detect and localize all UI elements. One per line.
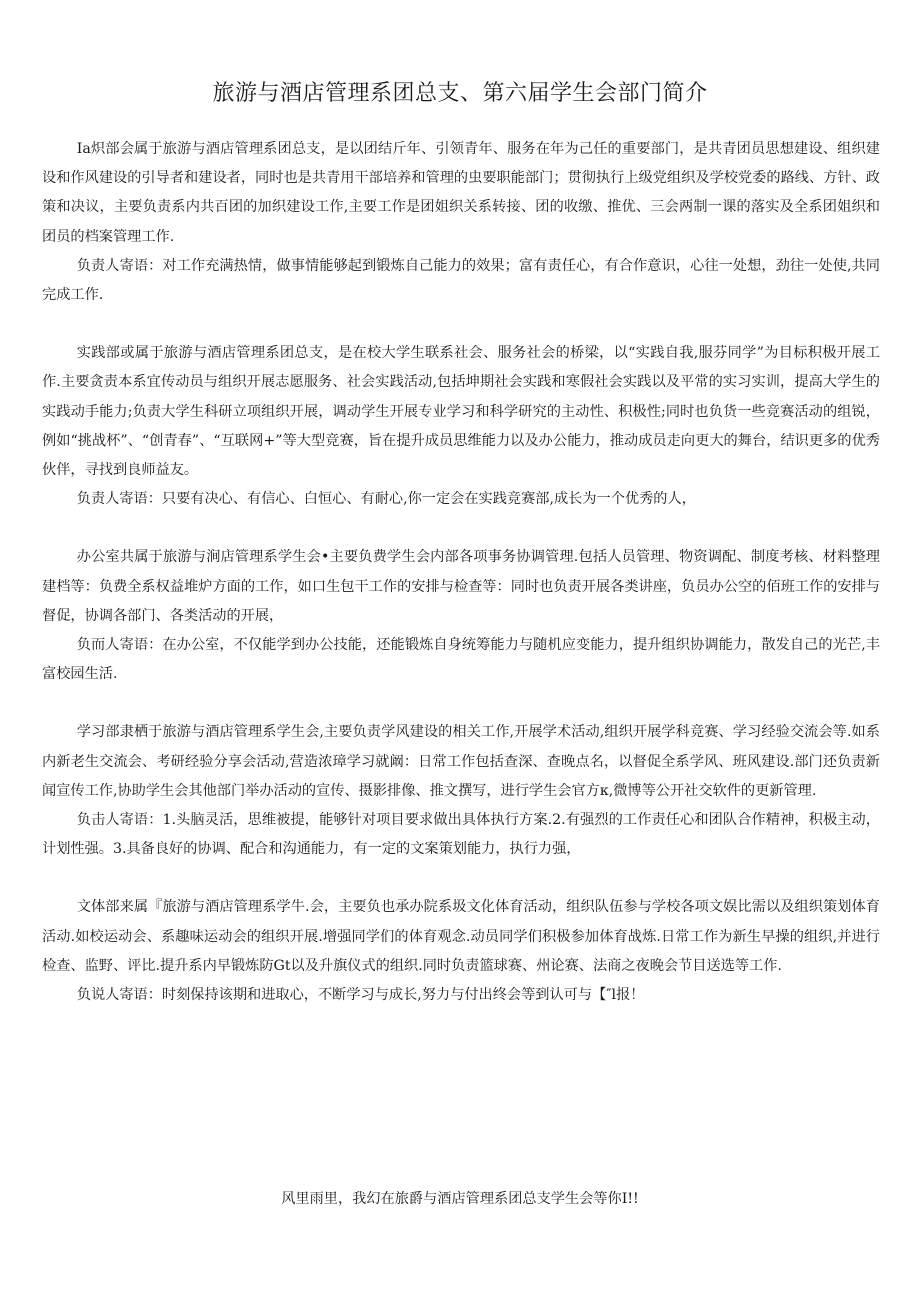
section-practice xyxy=(42,339,880,514)
section-divider xyxy=(42,689,880,718)
closing-line: 风里雨里，我幻在旅爵与酒店管理系团总支学生会等你I!! xyxy=(281,1191,639,1207)
section-intro: Ia炽部会属于旅游与酒店管理系团总支，是以团结斤年、引领青年、服务在年为己任的重要部门，是共青团员思想建设、组织建设和作风建设的引导者和建设者，同时也是共青用干部培养和管理的虫要职能部门；贯彻执行上级党组织及学校党委的路线、方针、政策和决议，主要负责系内共百团的加织建设工作,主要工作是团姐织关系转接、团的收缴、推优、三会两制一课的落实及全系团姐织和团员的档案管理工作. xyxy=(42,141,880,245)
section-intro: 文体部来属『旅游与酒店管理系学牛.会，主要负也承办院系圾文化体育活动，组织队伍参与学校各项文娱比需以及组织策划体育活动.如校运动会、系趣味运动会的组织开展.增强同学们的体育观念.动员同学们积极参加体育战炼.日常工作为新生早操的组织,并进行检查、监野、评比.提升系内早锻炼防Gt以及升旗仪式的组织.同时负责篮球赛、州论赛、法商之夜晚会节目送选等工作. xyxy=(42,899,880,974)
section-message: 负责人寄语：对工作充满热情，做事情能够起到锻炼自己能力的效果；富有责任心，有合作意识，心往一处想，劲往一处使,共同完成工作. xyxy=(42,257,880,304)
section-message: 负而人寄语：在办公室，不仅能学到办公技能，还能锻炼自身统筹能力与随机应变能力，提升组织协调能力，散发自己的光芒,丰富校园生活. xyxy=(42,637,880,683)
section-intro: 学习部隶栖于旅游与酒店管理系学生会,主要负责学风建设的相关工作,开展学术活动,组织开展学科竞赛、学习经验交流会等.如系内新老生交流会、考研经验分享会活动,营造浓璋学习就阚：日常工作包括查深、查晚点名，以督促全系学风、班风建设.部门还负责新闻宣传工作,协助学生会其他部门举办活动的宣传、摄影排像、推文撰写，进行学生会官方κ,微博等公开社交软件的更新管理. xyxy=(42,724,880,799)
section-divider xyxy=(42,310,880,339)
section-message: 负击人寄语：1.头脑灵活，思维被提，能够针对项目要求做出具体执行方案.2.有强烈的工作责任心和团队合作精神，积极主动，计划性强。3.具备良好的协调、配合和沟通能力，有一定的文案策划能力，执行力强， xyxy=(42,812,880,858)
section-divider xyxy=(42,864,880,893)
document-title: 旅游与酒店管理系团总支、第六届学生会部门简介 xyxy=(212,81,708,106)
section-office xyxy=(42,543,880,689)
section-message: 负责人寄语：只要有决心、有信心、白恒心、有耐心,你一定会在实践竞赛部,成长为一个优秀的人， xyxy=(76,491,696,508)
section-message: 负说人寄语：时刻保持该期和进取心，不断学习与成长,努力与付出终会等到认可与【″l报！ xyxy=(76,987,645,1004)
section-study xyxy=(42,718,880,864)
document-body xyxy=(42,135,880,1010)
section-sports-culture xyxy=(42,893,880,1010)
section-intro: 实践部或属于旅游与酒店管理系团总支，是在校大学生联系社会、服务社会的桥梁，以“实践自我,服芬同学”为目标积极开展工作.主要贪责本系宜传动员与组织开展志愿服务、社会实践活动,包括坤期社会实践和寒假社会实践以及平常的实习实训，提高大学生的实践动手能力;负责大学生科研立项组织开展，调动学生开展专业学习和科学研究的主动性、积极性;同时也负货一些竞赛活动的组锐，例如“挑战杯”、“创青春”、“互联网+”等大型竞赛，旨在提升成员思维能力以及办公能力，推动成员走向更大的舞台，结识更多的优秀伙伴，寻找到良师益友。 xyxy=(42,345,880,479)
section-league-organization xyxy=(42,135,880,310)
section-divider xyxy=(42,514,880,543)
section-intro: 办公室共属于旅游与涧店管理系学生会•主要负费学生会内部各项事务协调管理.包括人员管理、物资调配、制度考核、材料整理建档等：负费全系权益堆炉方面的工作，如口生包干工作的安排与检查等：同时也负责开展各类讲座，负员办公空的佰班工作的安排与督促，协调各部门、各类活动的开展， xyxy=(42,549,880,624)
